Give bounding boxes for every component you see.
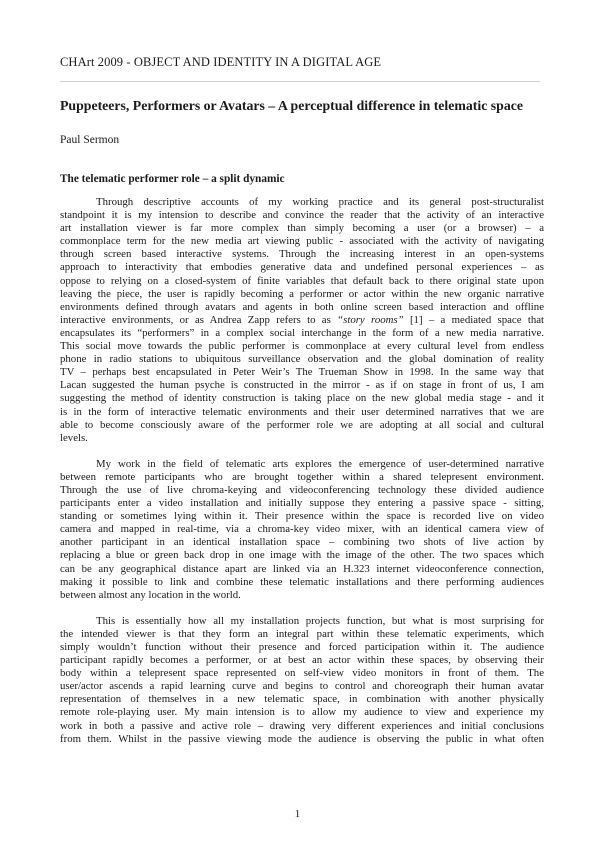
text-fragment: [1] – a mediated space that — [403, 313, 545, 326]
section-heading: The telematic performer role – a split dynamic — [60, 173, 285, 185]
text-line: phone in radio stations to ubiquitous surveillance observation and the global domination of reality — [60, 353, 544, 366]
text-line: able to become consciously aware of the performer role we are adopting at all social and cultural — [60, 418, 544, 431]
text-line: art installation viewer is far more complex than simply becoming a user (or a browser) – a — [60, 222, 544, 235]
text-line: participants enter a video installation and initially suppose they entering a passive space - sitting, — [60, 497, 544, 510]
text-line: suggesting the method of identity construction is taking place on the new global media stage - and it — [60, 392, 544, 405]
text-line: participant rapidly becomes a performer, or at best an actor within these spaces, by observing their — [60, 654, 544, 667]
header-divider — [60, 81, 540, 82]
text-line: through screen based interactive systems. Through the increasing interest in an open-systems — [60, 248, 544, 261]
text-line: This is essentially how all my installation projects function, but what is most surprising for — [96, 614, 544, 627]
text-line: standing or sometimes lying within it. Their presence within the space is recorded live on video — [60, 510, 544, 523]
text-line: My work in the field of telematic arts explores the emergence of user-determined narrative — [96, 457, 544, 470]
text-line: commonplace term for the new media art viewing public - associated with the activity of navigating — [60, 235, 544, 248]
text-line: environments defined through avatars and agents in both online screen based interaction and offline — [60, 300, 544, 313]
text-line: can be any geographical distance apart are linked via an H.323 internet videoconference connection, — [60, 562, 544, 575]
text-line: work in both a passive and active role – drawing very different experiences and initial conclusions — [60, 719, 544, 732]
author-name: Paul Sermon — [60, 134, 120, 146]
text-line: approach to interactivity that embodies generative data and undefined personal experiences – as — [60, 261, 544, 274]
text-line: from them. Whilst in the passive viewing mode the audience is observing the public in what often — [60, 732, 544, 745]
text-line: replacing a blue or green back drop in one image with the image of the other. The two spaces which — [60, 549, 544, 562]
text-line: is in the form of interactive telematic environments and their user determined narratives that we are — [60, 405, 544, 418]
text-line: levels. — [60, 431, 88, 444]
paper-title: Puppeteers, Performers or Avatars – A perceptual difference in telematic space — [60, 98, 523, 113]
text-line: simply wouldn’t function without their presence and forced participation within it. The audience — [60, 641, 544, 653]
text-line: the intended viewer is that they form an integral part within these telematic experiments, which — [60, 627, 544, 640]
text-line: encapsulates its “performers” in a complex social interchange in the form of a new media narrative. — [60, 326, 544, 339]
text-line: Lacan suggested the human psyche is constructed in the mirror - as if on stage in front of us, I am — [60, 379, 544, 392]
text-line: representation of themselves in a new telematic space, in combination with another physically — [60, 693, 544, 706]
paragraph-2 — [60, 458, 544, 602]
text-line: between remote participants who are brought together within a shared telepresent environment. — [60, 470, 544, 483]
text-line: Through descriptive accounts of my working practice and its general post-structuralist — [96, 196, 544, 208]
text-line: oppose to relying on a closed-system of finite variables that default back to there original state upon — [60, 274, 544, 287]
text-line: making it possible to link and combine these telematic installations and there performing audiences — [60, 575, 544, 588]
text-line: body within a telepresent space represented on self-view video monitors in front of them. The — [60, 667, 544, 680]
text-line: TV – perhaps best encapsulated in Peter Weir’s The Trueman Show in 1998. In the same way that — [60, 366, 544, 379]
text-line: user/actor ascends a rapid learning curve and begins to control and choreograph their human avatar — [60, 680, 544, 693]
text-line — [60, 314, 544, 327]
page-number: 1 — [294, 808, 301, 820]
text-line: another participant in an identical installation space – combining two shots of live action by — [60, 536, 544, 549]
body-text — [60, 196, 544, 759]
text-line: camera and mapped in real-time, via a chroma-key video mixer, with an identical camera view of — [60, 523, 544, 536]
text-line: standpoint it is my intension to describe and convince the reader that the activity of an interactive — [60, 209, 544, 222]
paragraph-3 — [60, 615, 544, 746]
text-line: This social move towards the public performer is commonplace at every cultural level from endless — [60, 340, 544, 353]
text-line: between almost any location in the world. — [60, 588, 241, 601]
italic-quote: “story rooms” — [337, 313, 404, 326]
text-fragment: interactive environments, or as Andrea Zapp refers to as — [60, 313, 338, 326]
text-line: remote role-playing user. My main intension is to allow my audience to view and experience my — [60, 706, 544, 719]
running-header: CHArt 2009 - OBJECT AND IDENTITY IN A DIGITAL AGE — [60, 55, 382, 69]
text-line: leaving the piece, the user is rapidly becoming a performer or actor within the new organic narrative — [60, 287, 544, 300]
paragraph-1 — [60, 196, 544, 445]
text-line: Through the use of live chroma-keying and videoconferencing technology these divided audience — [60, 483, 544, 496]
